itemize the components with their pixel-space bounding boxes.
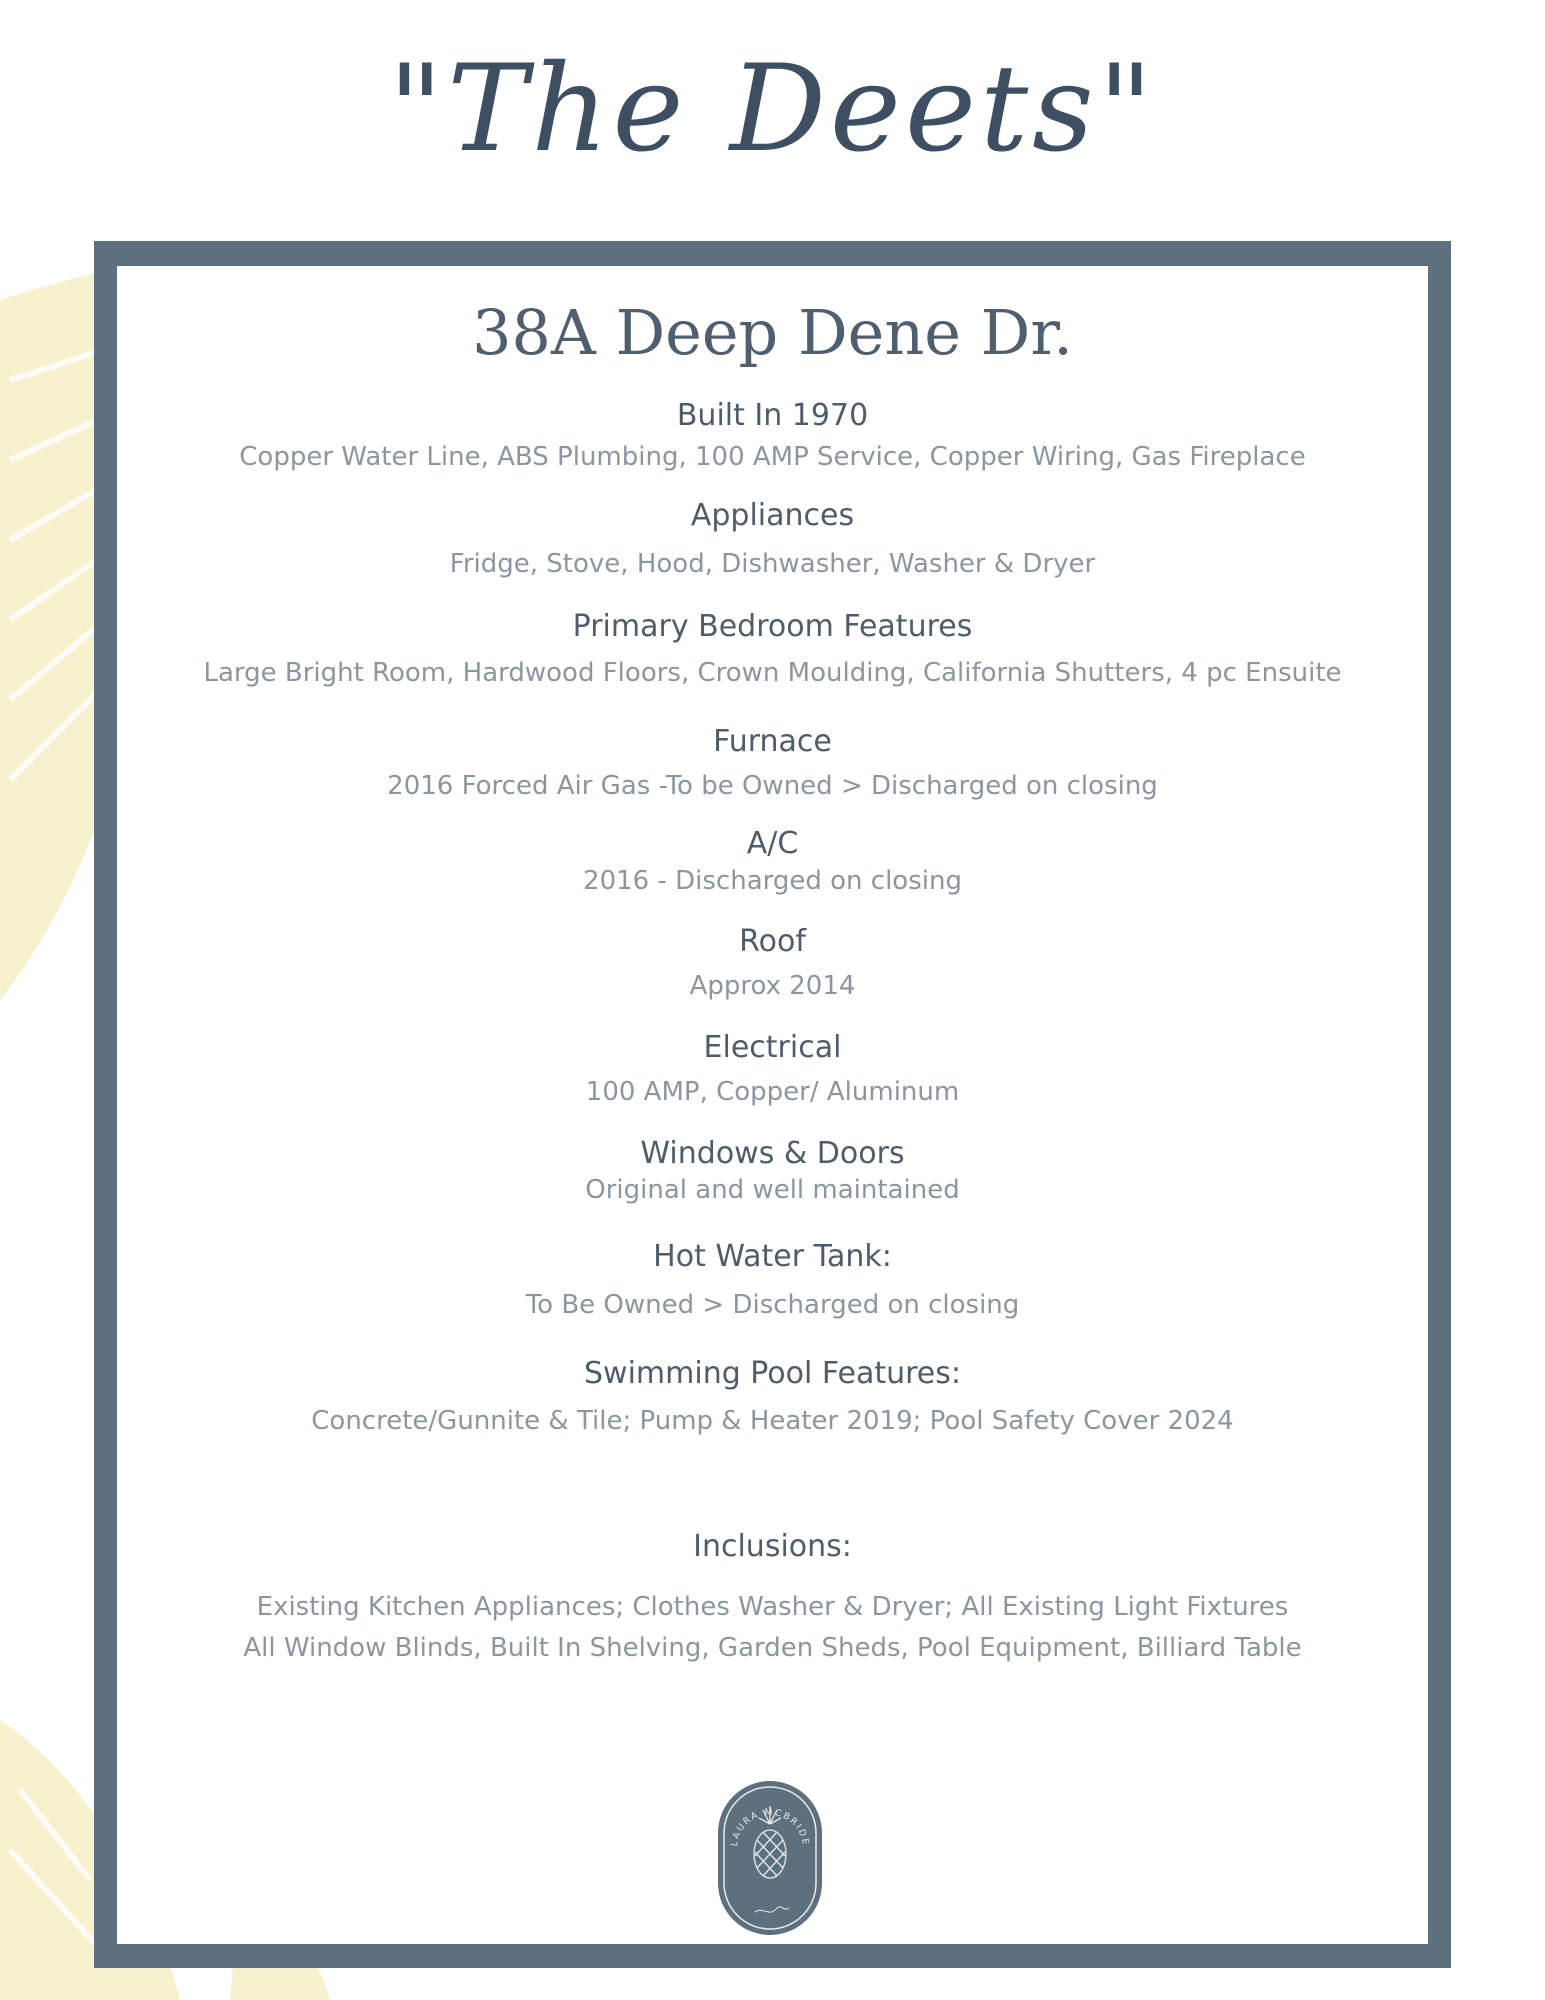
- section-body-primary-bedroom: Large Bright Room, Hardwood Floors, Crown Moulding, California Shutters, 4 pc Ensuite: [203, 658, 1342, 688]
- page-title-script: "The Deets": [388, 40, 1157, 179]
- section-heading-electrical: Electrical: [703, 1030, 842, 1065]
- inclusions-line: All Window Blinds, Built In Shelving, Garden Sheds, Pool Equipment, Billiard Table: [243, 1633, 1302, 1663]
- laura-mcbride-logo: [715, 1778, 825, 1938]
- section-heading-roof: Roof: [739, 924, 806, 959]
- section-heading-hot-water-tank: Hot Water Tank:: [653, 1239, 892, 1274]
- svg-text:LAURA MCBRIDE: LAURA MCBRIDE: [729, 1807, 811, 1848]
- section-heading-windows-doors: Windows & Doors: [640, 1136, 905, 1171]
- section-heading-primary-bedroom: Primary Bedroom Features: [572, 609, 973, 644]
- section-body-roof: Approx 2014: [689, 971, 856, 1001]
- section-body-ac: 2016 - Discharged on closing: [583, 866, 962, 896]
- section-heading-inclusions: Inclusions:: [693, 1529, 852, 1564]
- section-body-electrical: 100 AMP, Copper/ Aluminum: [585, 1077, 960, 1107]
- section-body-built: Copper Water Line, ABS Plumbing, 100 AMP Service, Copper Wiring, Gas Fireplace: [239, 442, 1306, 472]
- section-body-furnace: 2016 Forced Air Gas -To be Owned > Discharged on closing: [387, 771, 1158, 801]
- section-body-windows-doors: Original and well maintained: [585, 1175, 960, 1205]
- section-body-appliances: Fridge, Stove, Hood, Dishwasher, Washer & Dryer: [449, 549, 1096, 579]
- content-frame: [94, 241, 1451, 1968]
- section-body-pool: Concrete/Gunnite & Tile; Pump & Heater 2019; Pool Safety Cover 2024: [311, 1406, 1234, 1436]
- section-heading-built: Built In 1970: [676, 398, 869, 433]
- section-heading-furnace: Furnace: [713, 724, 832, 759]
- property-address: 38A Deep Dene Dr.: [472, 296, 1073, 369]
- section-body-hot-water-tank: To Be Owned > Discharged on closing: [525, 1290, 1020, 1320]
- inclusions-line: Existing Kitchen Appliances; Clothes Washer & Dryer; All Existing Light Fixtures: [256, 1592, 1289, 1622]
- section-heading-ac: A/C: [746, 826, 799, 861]
- section-heading-pool: Swimming Pool Features:: [584, 1356, 961, 1391]
- section-heading-appliances: Appliances: [690, 498, 855, 533]
- content-panel: [117, 266, 1428, 1944]
